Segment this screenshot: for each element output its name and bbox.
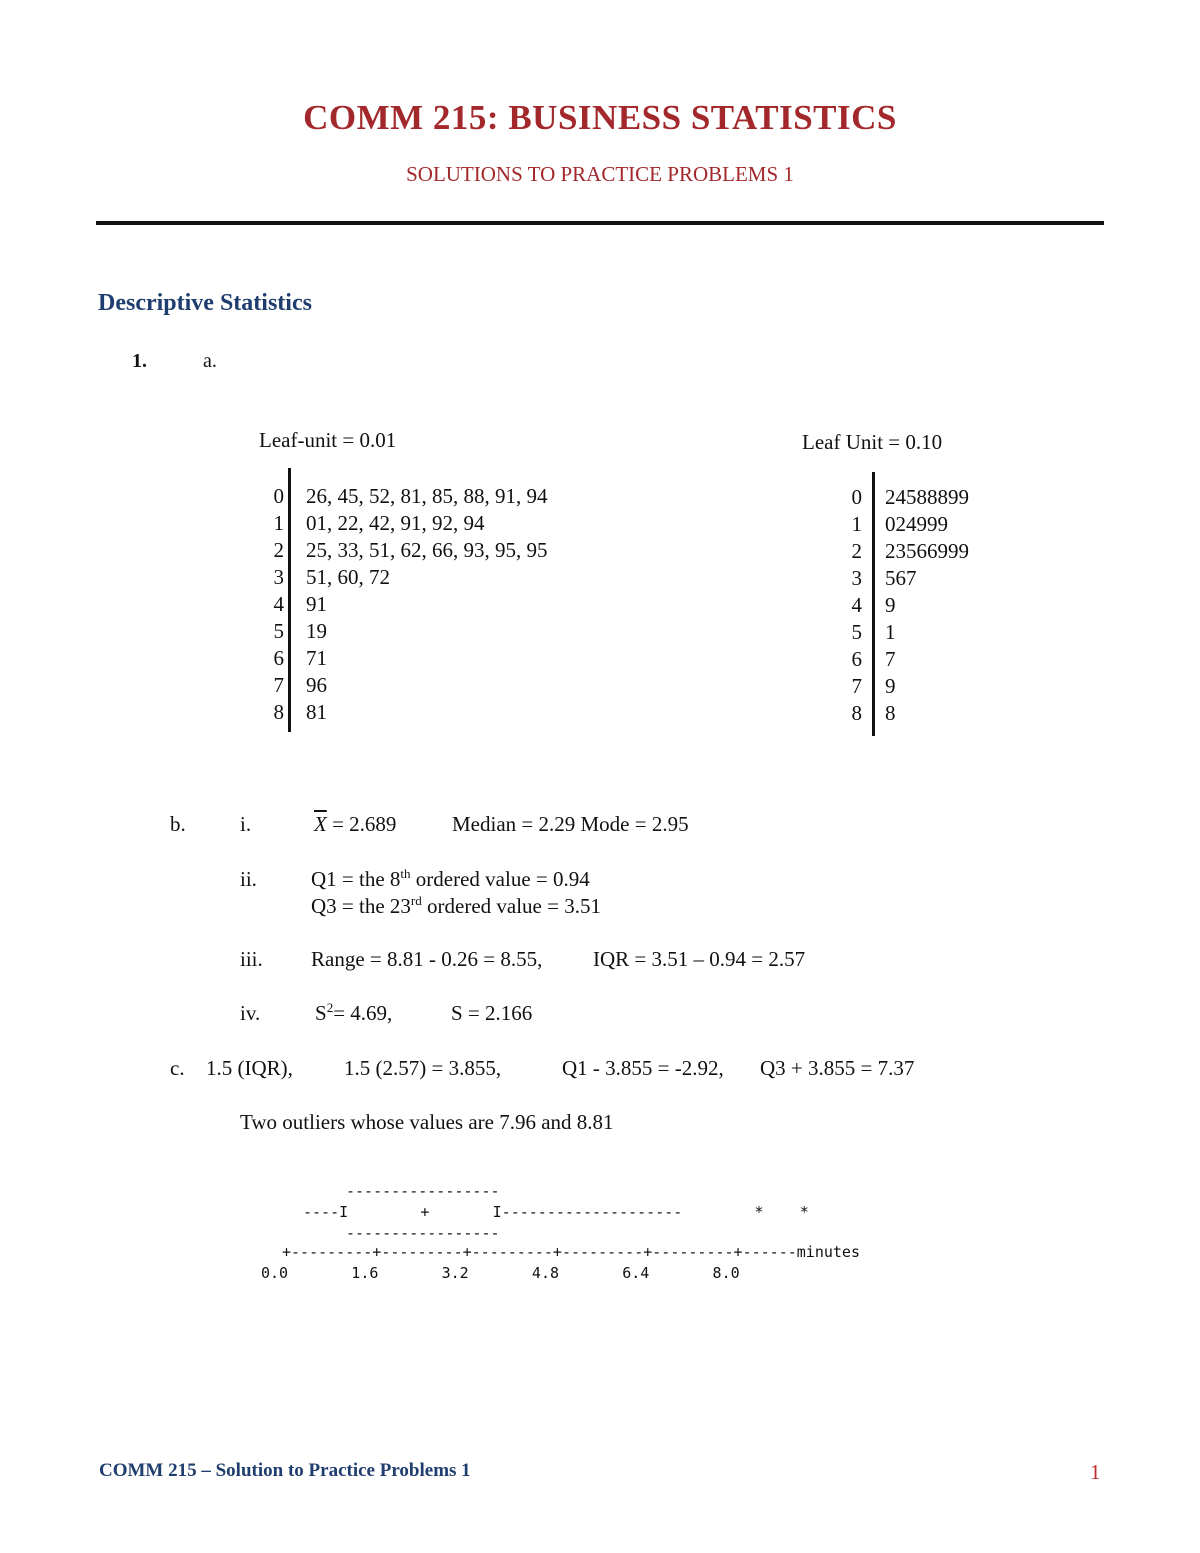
- right-leaf-unit-label: Leaf Unit = 0.10: [802, 430, 943, 454]
- stem-leaf-row: [840, 619, 1200, 646]
- stem-leaf-row: [260, 645, 760, 672]
- variance-text: [315, 1001, 392, 1026]
- section-title: Descriptive Statistics: [98, 290, 312, 316]
- range-text: Range = 8.81 - 0.26 = 8.55,: [311, 947, 543, 971]
- stem-value: 3: [851, 566, 862, 590]
- stem-leaf-row: [260, 591, 760, 618]
- stem-value: 8: [273, 700, 284, 724]
- stem-leaf-row: [260, 537, 760, 564]
- leaf-values: 1: [885, 620, 896, 644]
- part-b-ii-label: ii.: [240, 867, 257, 891]
- stem-value: 2: [273, 538, 284, 562]
- leaf-values: 25, 33, 51, 62, 66, 93, 95, 95: [306, 538, 548, 562]
- stem-value: 1: [273, 511, 284, 535]
- median-mode: Median = 2.29 Mode = 2.95: [452, 812, 689, 836]
- stem-value: 0: [851, 485, 862, 509]
- stem-value: 0: [273, 484, 284, 508]
- stem-leaf-row: [260, 483, 760, 510]
- part-c-label: c.: [170, 1056, 185, 1080]
- leaf-values: 91: [306, 592, 327, 616]
- part-a-label: a.: [203, 350, 217, 372]
- mean-value: = 2.689: [326, 812, 397, 836]
- stem-leaf-row: [260, 699, 760, 726]
- part-c-text-1: 1.5 (IQR),: [206, 1056, 293, 1080]
- left-leaf-unit-label: Leaf-unit = 0.01: [259, 428, 397, 452]
- stem-leaf-row: [260, 672, 760, 699]
- stem-leaf-row: [840, 538, 1200, 565]
- boxplot-top-edge: -----------------: [346, 1182, 500, 1200]
- part-b-i-label: i.: [240, 812, 252, 836]
- q3-post: ordered value = 3.51: [421, 894, 601, 918]
- stem-value: 7: [851, 674, 862, 698]
- document-title: COMM 215: BUSINESS STATISTICS: [303, 98, 897, 137]
- q1-sup: th: [400, 866, 411, 881]
- part-b-label: b.: [170, 812, 186, 836]
- stem-value: 5: [273, 619, 284, 643]
- stem-value: 3: [273, 565, 284, 589]
- part-b-iii-label: iii.: [240, 947, 263, 971]
- s2-post: = 4.69,: [333, 1001, 393, 1025]
- stem-value: 2: [851, 539, 862, 563]
- leaf-values: 51, 60, 72: [306, 565, 390, 589]
- q1-line: [311, 867, 590, 892]
- document-subtitle: SOLUTIONS TO PRACTICE PROBLEMS 1: [406, 162, 794, 186]
- boxplot-bottom-edge: -----------------: [346, 1224, 500, 1242]
- leaf-values: 9: [885, 593, 896, 617]
- left-stem-leaf-plot: [260, 483, 760, 726]
- stem-leaf-row: [260, 564, 760, 591]
- right-stem-leaf-plot: [840, 484, 1200, 727]
- stem-leaf-row: [840, 673, 1200, 700]
- stem-leaf-row: [840, 484, 1200, 511]
- leaf-values: 23566999: [885, 539, 969, 563]
- part-c-text-4: Q3 + 3.855 = 7.37: [760, 1056, 915, 1080]
- stem-leaf-row: [840, 646, 1200, 673]
- outliers-text: Two outliers whose values are 7.96 and 8.81: [240, 1110, 614, 1134]
- leaf-values: 9: [885, 674, 896, 698]
- part-b-iv-label: iv.: [240, 1001, 261, 1025]
- leaf-values: 19: [306, 619, 327, 643]
- leaf-values: 96: [306, 673, 327, 697]
- stem-leaf-row: [260, 510, 760, 537]
- mean-line: [314, 812, 396, 837]
- q3-sup: rd: [410, 893, 422, 908]
- leaf-values: 24588899: [885, 485, 969, 509]
- s2-sup: 2: [326, 1000, 334, 1015]
- leaf-values: 024999: [885, 512, 948, 536]
- stem-value: 6: [273, 646, 284, 670]
- xbar-symbol: $\overline{X}$: [314, 812, 327, 836]
- q1-post: ordered value = 0.94: [410, 867, 590, 891]
- leaf-values: 7: [885, 647, 896, 671]
- q3-pre: Q3 = the 23: [311, 894, 411, 918]
- footer-title: COMM 215 – Solution to Practice Problems 1: [99, 1460, 471, 1481]
- leaf-values: 71: [306, 646, 327, 670]
- boxplot-axis: +---------+---------+---------+---------+---------+------minutes: [282, 1243, 860, 1261]
- header-divider: [96, 221, 1104, 225]
- question-number: 1.: [132, 350, 147, 372]
- stem-leaf-row: [840, 511, 1200, 538]
- iqr-text: IQR = 3.51 – 0.94 = 2.57: [593, 947, 806, 971]
- leaf-values: 01, 22, 42, 91, 92, 94: [306, 511, 485, 535]
- stem-value: 6: [851, 647, 862, 671]
- part-c-text-3: Q1 - 3.855 = -2.92,: [562, 1056, 724, 1080]
- leaf-values: 81: [306, 700, 327, 724]
- stem-leaf-row: [260, 618, 760, 645]
- stdev-text: S = 2.166: [451, 1001, 533, 1025]
- stem-leaf-row: [840, 565, 1200, 592]
- stem-value: 8: [851, 701, 862, 725]
- s2-pre: S: [315, 1001, 327, 1025]
- stem-value: 4: [851, 593, 862, 617]
- leaf-values: 567: [885, 566, 917, 590]
- stem-leaf-row: [840, 592, 1200, 619]
- q3-line: [311, 894, 601, 919]
- leaf-values: 26, 45, 52, 81, 85, 88, 91, 94: [306, 484, 548, 508]
- page-number: 1: [1090, 1460, 1101, 1484]
- stem-value: 1: [851, 512, 862, 536]
- stem-leaf-row: [840, 700, 1200, 727]
- q1-pre: Q1 = the 8: [311, 867, 401, 891]
- stem-value: 5: [851, 620, 862, 644]
- boxplot-whiskers: ----I + I-------------------- * *: [303, 1203, 809, 1221]
- stem-value: 4: [273, 592, 284, 616]
- stem-value: 7: [273, 673, 284, 697]
- boxplot-axis-ticks: 0.0 1.6 3.2 4.8 6.4 8.0: [261, 1264, 740, 1282]
- part-c-text-2: 1.5 (2.57) = 3.855,: [344, 1056, 502, 1080]
- leaf-values: 8: [885, 701, 896, 725]
